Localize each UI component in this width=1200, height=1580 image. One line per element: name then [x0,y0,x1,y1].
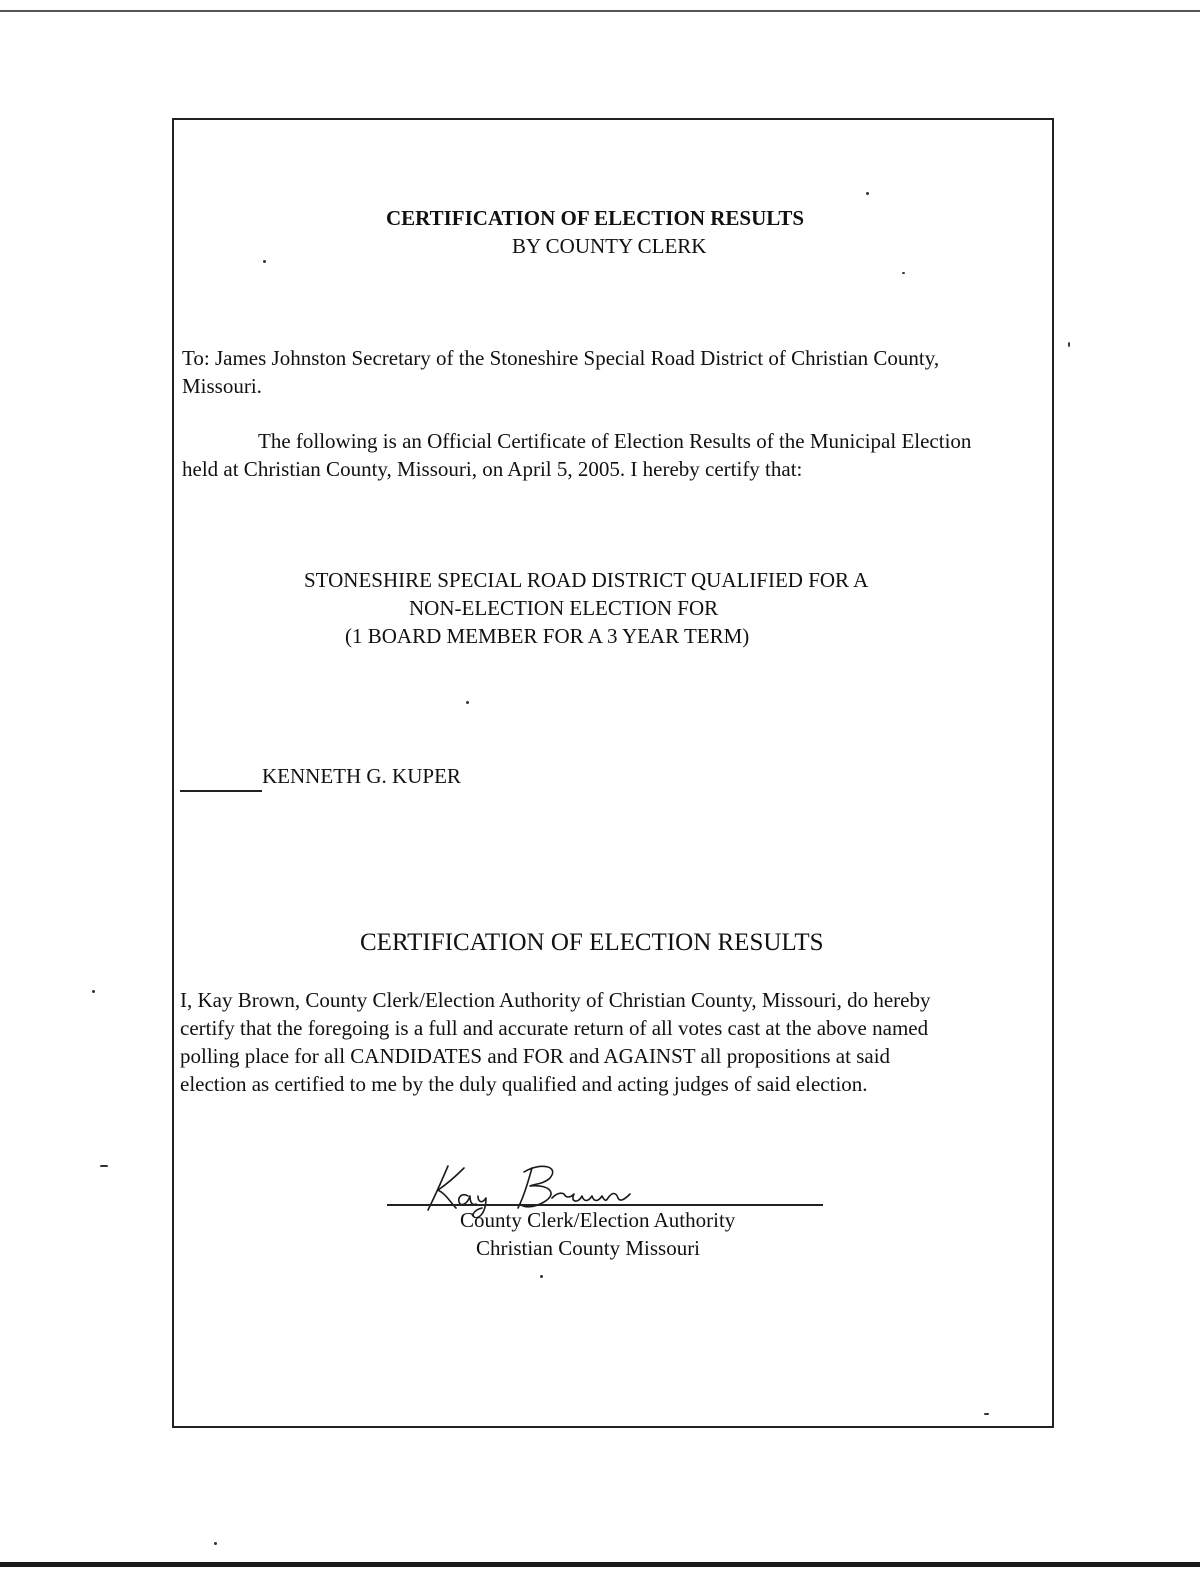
district-line-3: (1 BOARD MEMBER FOR A 3 YEAR TERM) [345,624,750,648]
addressee-line-1: To: James Johnston Secretary of the Stoneshire Special Road District of Christian County, [182,346,940,370]
scan-speck [466,701,469,704]
scan-edge-bottom [0,1562,1200,1567]
candidate-blank-line [180,790,262,792]
scan-edge-top [0,10,1200,12]
scan-speck [540,1275,543,1278]
district-line-2: NON-ELECTION ELECTION FOR [409,596,719,620]
scan-speck [214,1542,217,1545]
intro-line-2: held at Christian County, Missouri, on April 5, 2005. I hereby certify that: [182,457,803,481]
certification-line: I, Kay Brown, County Clerk/Election Authority of Christian County, Missouri, do hereby [180,988,931,1012]
scan-speck [100,1165,108,1167]
document-title: CERTIFICATION OF ELECTION RESULTS [386,206,805,230]
certification-title: CERTIFICATION OF ELECTION RESULTS [360,929,824,956]
certification-paragraph [180,986,1050,1098]
document-subtitle: BY COUNTY CLERK [512,234,707,258]
signer-title: County Clerk/Election Authority [460,1208,736,1232]
scan-speck [902,272,905,274]
certification-line: polling place for all CANDIDATES and FOR and AGAINST all propositions at said [180,1044,891,1068]
certification-line: election as certified to me by the duly qualified and acting judges of said election. [180,1072,868,1096]
scan-speck [1068,342,1070,347]
addressee-line-2: Missouri. [182,374,262,398]
intro-line-1: The following is an Official Certificate of Election Results of the Municipal Election [258,429,972,453]
certification-line: certify that the foregoing is a full and accurate return of all votes cast at the above named [180,1016,929,1040]
scan-speck [984,1413,989,1415]
scan-speck [866,192,869,195]
scan-speck [263,260,266,263]
scan-speck [92,990,95,993]
candidate-name: KENNETH G. KUPER [262,764,461,788]
signer-county: Christian County Missouri [476,1236,701,1260]
district-line-1: STONESHIRE SPECIAL ROAD DISTRICT QUALIFIED FOR A [304,568,869,592]
